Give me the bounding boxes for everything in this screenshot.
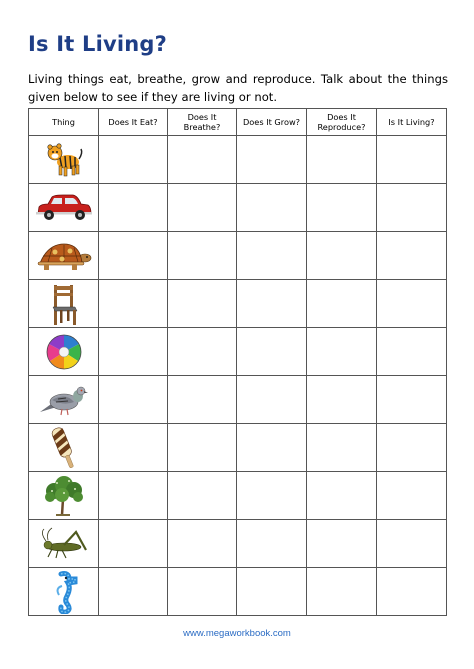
- answer-cell[interactable]: [99, 568, 168, 616]
- header-grow: [237, 109, 307, 136]
- thing-cell: [29, 568, 99, 616]
- thing-cell: [29, 520, 99, 568]
- table-row: [29, 328, 447, 376]
- answer-cell[interactable]: [307, 232, 377, 280]
- tortoise-icon: [36, 240, 92, 272]
- answer-cell[interactable]: [307, 568, 377, 616]
- is-it-living-table: [28, 108, 447, 616]
- thing-cell: [29, 280, 99, 328]
- header-reproduce: [307, 109, 377, 136]
- answer-cell[interactable]: [168, 184, 237, 232]
- answer-cell[interactable]: [377, 424, 447, 472]
- table-row: [29, 376, 447, 424]
- header-reproduce-label-2: Reproduce?: [317, 122, 366, 132]
- answer-cell[interactable]: [99, 520, 168, 568]
- answer-cell[interactable]: [168, 328, 237, 376]
- answer-cell[interactable]: [307, 280, 377, 328]
- answer-cell[interactable]: [307, 520, 377, 568]
- answer-cell[interactable]: [237, 424, 307, 472]
- header-thing-label: Thing: [52, 117, 75, 127]
- answer-cell[interactable]: [377, 472, 447, 520]
- answer-cell[interactable]: [307, 424, 377, 472]
- table-row: [29, 568, 447, 616]
- answer-cell[interactable]: [168, 472, 237, 520]
- answer-cell[interactable]: [377, 376, 447, 424]
- answer-cell[interactable]: [237, 520, 307, 568]
- table-row: [29, 184, 447, 232]
- answer-cell[interactable]: [99, 280, 168, 328]
- answer-cell[interactable]: [237, 136, 307, 184]
- answer-cell[interactable]: [377, 184, 447, 232]
- answer-cell[interactable]: [377, 280, 447, 328]
- answer-cell[interactable]: [168, 424, 237, 472]
- answer-cell[interactable]: [168, 568, 237, 616]
- answer-cell[interactable]: [168, 280, 237, 328]
- answer-cell[interactable]: [377, 328, 447, 376]
- answer-cell[interactable]: [237, 472, 307, 520]
- header-breathe: [168, 109, 237, 136]
- answer-cell[interactable]: [168, 520, 237, 568]
- thing-cell: [29, 376, 99, 424]
- header-living-label: Is It Living?: [388, 117, 435, 127]
- answer-cell[interactable]: [307, 184, 377, 232]
- answer-cell[interactable]: [99, 328, 168, 376]
- tree-icon: [42, 475, 86, 517]
- answer-cell[interactable]: [99, 424, 168, 472]
- answer-cell[interactable]: [237, 328, 307, 376]
- thing-cell: [29, 136, 99, 184]
- header-eat: [99, 109, 168, 136]
- table-header-row: [29, 109, 447, 136]
- header-reproduce-label-1: Does It: [327, 112, 356, 122]
- answer-cell[interactable]: [307, 136, 377, 184]
- header-thing: [29, 109, 99, 136]
- thing-cell: [29, 328, 99, 376]
- table-row: [29, 424, 447, 472]
- answer-cell[interactable]: [377, 136, 447, 184]
- header-grow-label: Does It Grow?: [242, 117, 301, 127]
- answer-cell[interactable]: [377, 568, 447, 616]
- answer-cell[interactable]: [377, 520, 447, 568]
- answer-cell[interactable]: [99, 232, 168, 280]
- tiger-icon: [44, 141, 84, 179]
- pigeon-icon: [38, 382, 90, 418]
- page-title: Is It Living?: [28, 32, 168, 56]
- answer-cell[interactable]: [237, 376, 307, 424]
- intro-text: Living things eat, breathe, grow and reproduce. Talk about the things given below to see if they are living or not.: [28, 72, 448, 104]
- answer-cell[interactable]: [168, 376, 237, 424]
- answer-cell[interactable]: [307, 472, 377, 520]
- beach-ball-icon: [45, 333, 83, 371]
- table-row: [29, 232, 447, 280]
- car-icon: [35, 193, 93, 223]
- thing-cell: [29, 472, 99, 520]
- thing-cell: [29, 184, 99, 232]
- seahorse-icon: [49, 570, 79, 614]
- answer-cell[interactable]: [237, 232, 307, 280]
- answer-cell[interactable]: [168, 136, 237, 184]
- answer-cell[interactable]: [377, 232, 447, 280]
- answer-cell[interactable]: [99, 184, 168, 232]
- table-row: [29, 280, 447, 328]
- table-row: [29, 520, 447, 568]
- answer-cell[interactable]: [307, 376, 377, 424]
- thing-cell: [29, 232, 99, 280]
- thing-cell: [29, 424, 99, 472]
- grasshopper-icon: [38, 527, 90, 561]
- table-row: [29, 472, 447, 520]
- ice-lolly-icon: [49, 426, 79, 470]
- header-eat-label: Does It Eat?: [108, 117, 158, 127]
- header-breathe-label-2: Breathe?: [183, 122, 221, 132]
- chair-icon: [49, 283, 79, 325]
- answer-cell[interactable]: [307, 328, 377, 376]
- answer-cell[interactable]: [99, 472, 168, 520]
- answer-cell[interactable]: [237, 568, 307, 616]
- answer-cell[interactable]: [168, 232, 237, 280]
- answer-cell[interactable]: [99, 136, 168, 184]
- footer-website: www.megaworkbook.com: [183, 628, 291, 639]
- answer-cell[interactable]: [237, 184, 307, 232]
- header-living: [377, 109, 447, 136]
- answer-cell[interactable]: [99, 376, 168, 424]
- table-row: [29, 136, 447, 184]
- header-breathe-label-1: Does It: [187, 112, 217, 122]
- answer-cell[interactable]: [237, 280, 307, 328]
